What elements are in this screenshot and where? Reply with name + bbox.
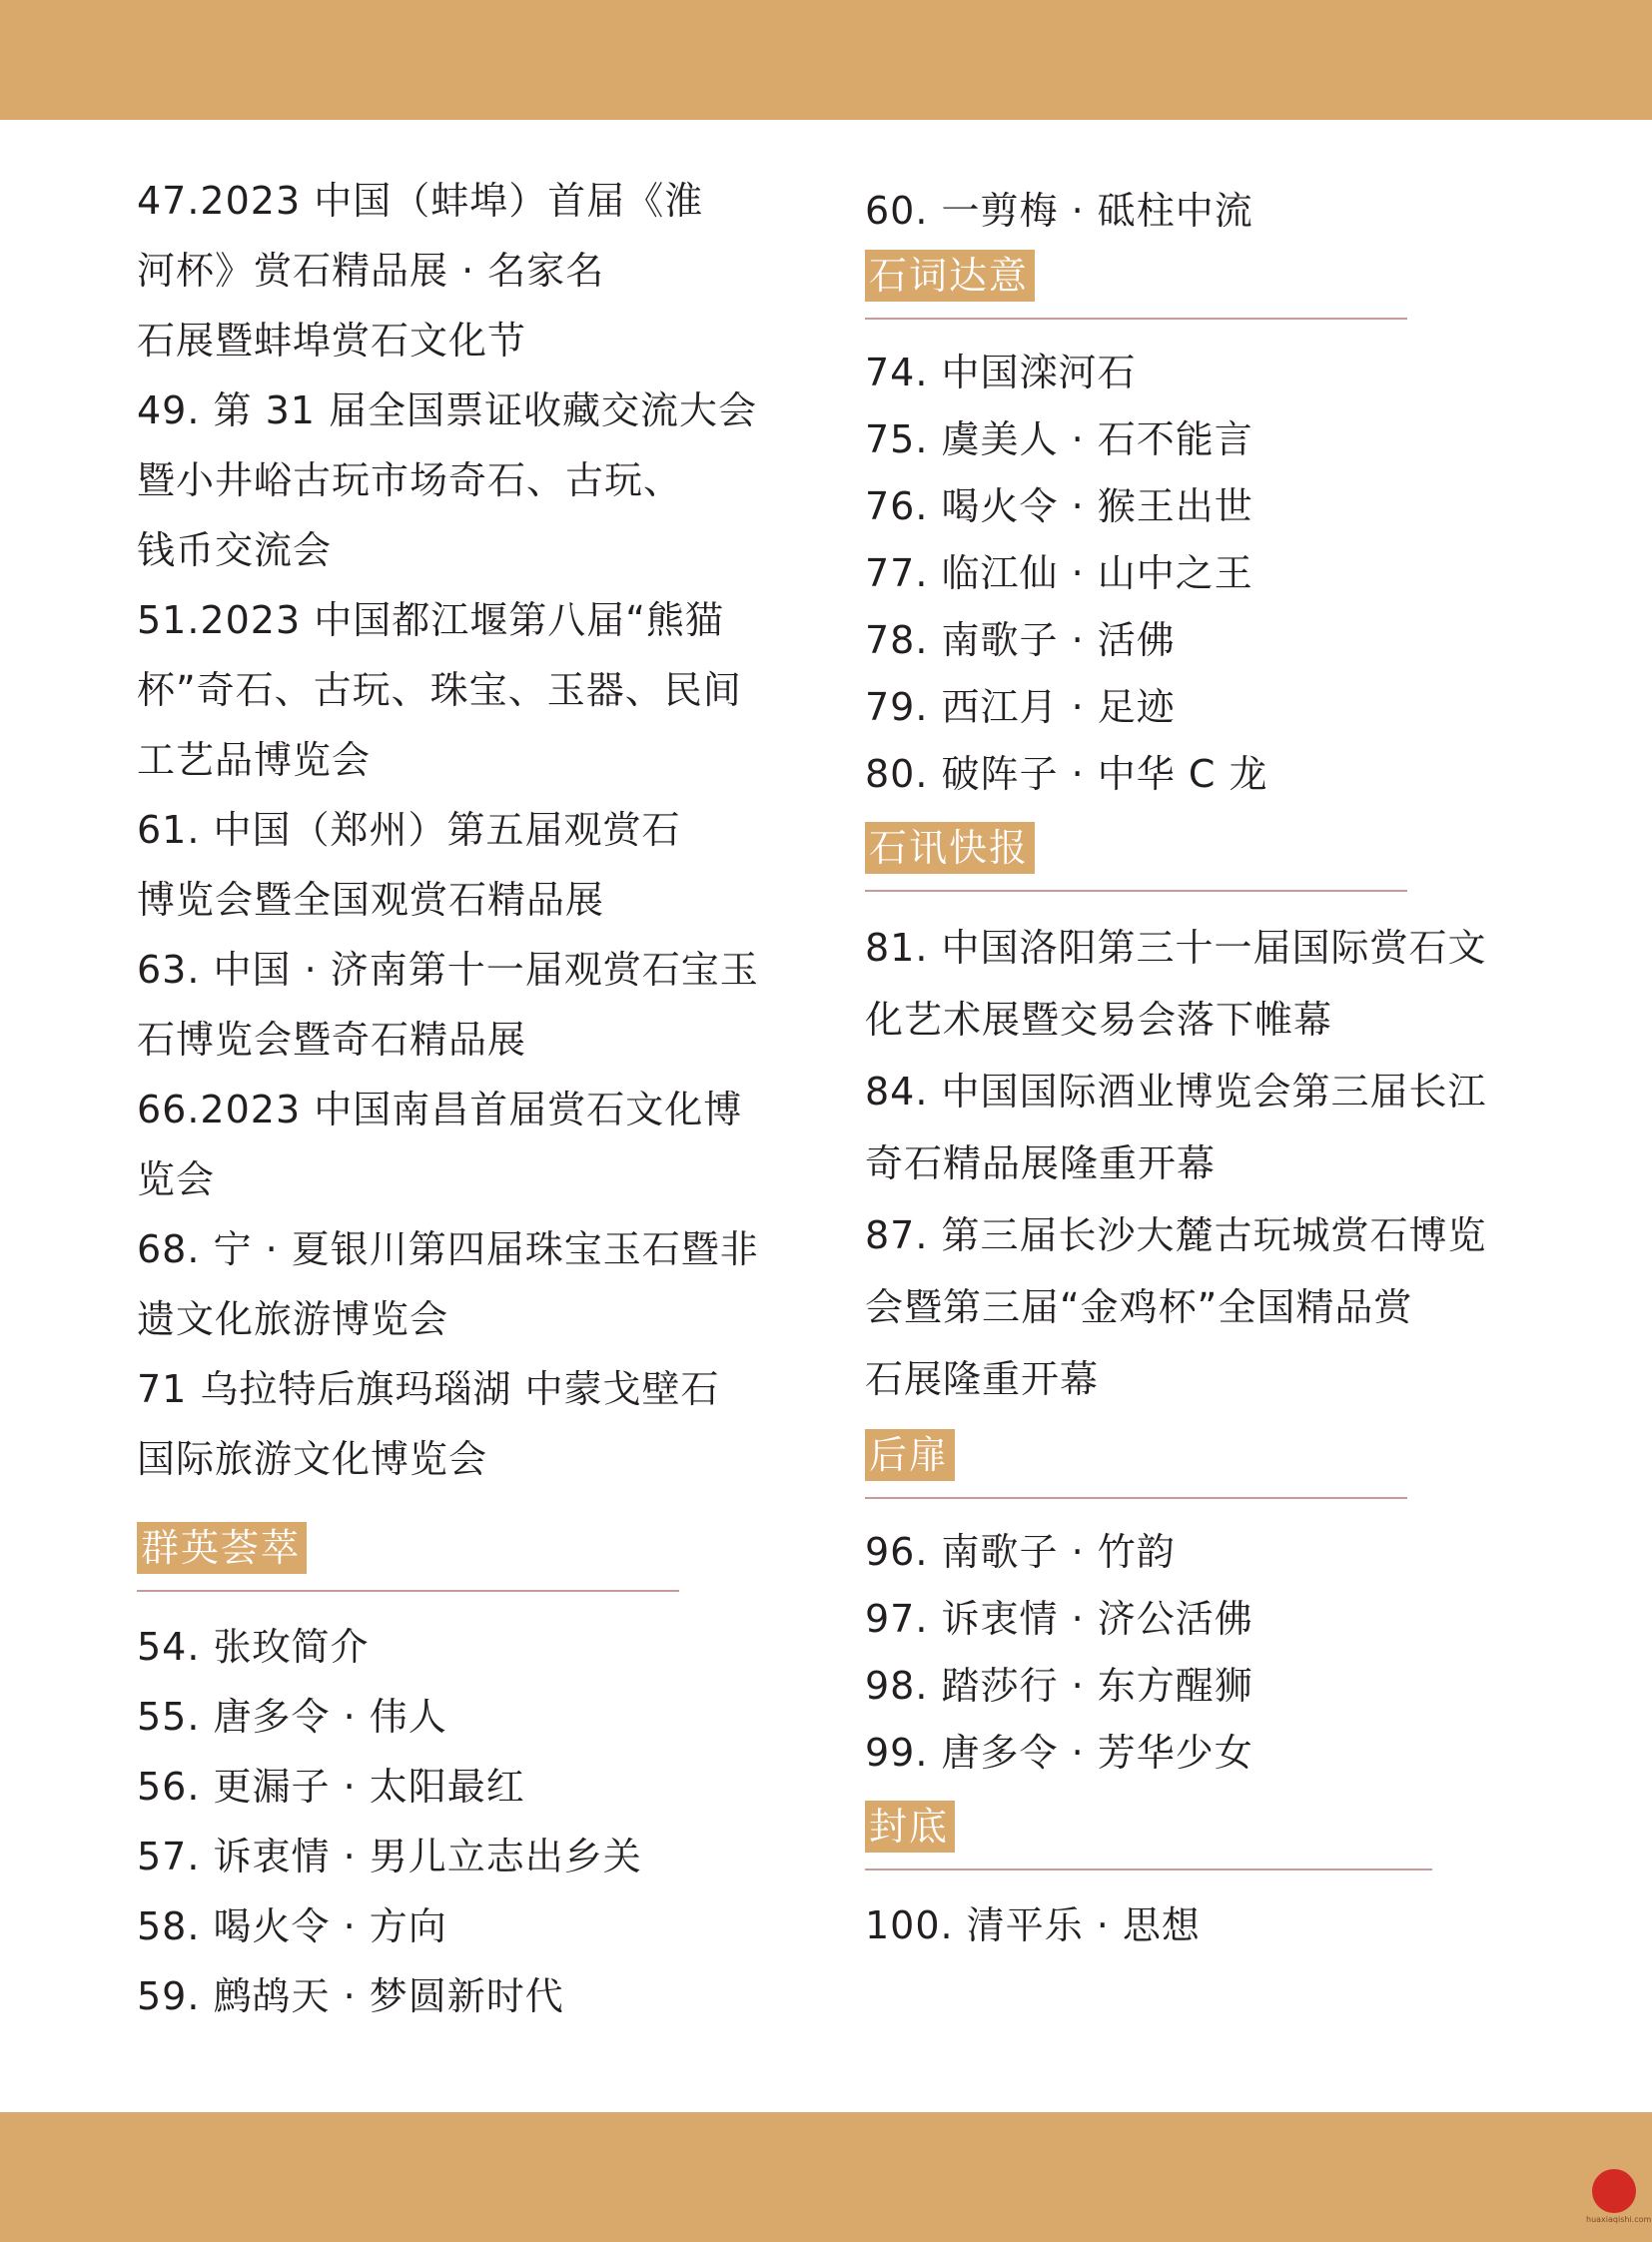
section-shici-header xyxy=(865,250,1514,322)
toc-line: 97. 诉衷情 · 济公活佛 xyxy=(865,1597,1253,1641)
toc-line: 47.2023 中国（蚌埠）首届《淮 xyxy=(137,179,704,223)
toc-line: 76. 喝火令 · 猴王出世 xyxy=(865,484,1253,528)
toc-line: 遗文化旅游博览会 xyxy=(137,1297,449,1341)
logo-seal-icon xyxy=(1592,2169,1636,2213)
toc-line: 68. 宁 · 夏银川第四届珠宝玉石暨非 xyxy=(137,1227,759,1271)
section-houfei-header xyxy=(865,1429,1514,1501)
toc-line: 49. 第 31 届全国票证收藏交流大会 xyxy=(137,388,758,432)
toc-line: 54. 张玫简介 xyxy=(137,1625,370,1669)
toc-line: 石展暨蚌埠赏石文化节 xyxy=(137,319,527,363)
toc-line: 奇石精品展隆重开幕 xyxy=(865,1141,1217,1185)
toc-line: 87. 第三届长沙大麓古玩城赏石博览 xyxy=(865,1213,1487,1257)
toc-line: 74. 中国滦河石 xyxy=(865,351,1137,394)
toc-line: 59. 鹧鸪天 · 梦圆新时代 xyxy=(137,1974,564,2018)
toc-line: 博览会暨全国观赏石精品展 xyxy=(137,878,605,922)
toc-line: 化艺术展暨交易会落下帷幕 xyxy=(865,998,1333,1042)
toc-line: 工艺品博览会 xyxy=(137,738,372,782)
toc-line: 钱币交流会 xyxy=(137,528,333,572)
toc-line: 51.2023 中国都江堰第八届“熊猫 xyxy=(137,598,724,642)
section-title: 封底 xyxy=(865,1801,955,1853)
section-title: 后扉 xyxy=(865,1429,955,1481)
toc-line: 览会 xyxy=(137,1157,216,1201)
section-fengdi-header xyxy=(865,1801,1514,1872)
toc-line: 暨小井峪古玩市场奇石、古玩、 xyxy=(137,458,683,502)
toc-line: 71 乌拉特后旗玛瑙湖 中蒙戈壁石 xyxy=(137,1367,720,1411)
toc-line: 55. 唐多令 · 伟人 xyxy=(137,1695,447,1739)
section-title: 石讯快报 xyxy=(865,822,1035,874)
toc-line: 99. 唐多令 · 芳华少女 xyxy=(865,1731,1253,1775)
section-shixun-header xyxy=(865,822,1514,894)
section-qunying-header xyxy=(137,1522,796,1594)
right-column xyxy=(865,176,1514,1960)
toc-line: 60. 一剪梅 · 砥柱中流 xyxy=(865,189,1253,233)
toc-line: 96. 南歌子 · 竹韵 xyxy=(865,1530,1176,1574)
left-column xyxy=(137,166,796,2031)
toc-line: 会暨第三届“金鸡杯”全国精品赏 xyxy=(865,1285,1413,1329)
toc-line: 77. 临江仙 · 山中之王 xyxy=(865,551,1253,595)
toc-line: 78. 南歌子 · 活佛 xyxy=(865,618,1176,662)
toc-line: 98. 踏莎行 · 东方醒狮 xyxy=(865,1664,1253,1708)
section-divider xyxy=(865,890,1407,892)
toc-line: 石展隆重开幕 xyxy=(865,1357,1100,1401)
section-divider xyxy=(865,1497,1407,1499)
watermark-logo xyxy=(1586,2155,1652,2235)
toc-line: 66.2023 中国南昌首届赏石文化博 xyxy=(137,1088,743,1131)
toc-line: 84. 中国国际酒业博览会第三届长江 xyxy=(865,1070,1487,1114)
toc-line: 63. 中国 · 济南第十一届观赏石宝玉 xyxy=(137,948,759,992)
bottom-band xyxy=(0,2112,1652,2242)
section-divider xyxy=(865,1868,1432,1870)
toc-line: 57. 诉衷情 · 男儿立志出乡关 xyxy=(137,1835,642,1878)
toc-line: 80. 破阵子 · 中华 C 龙 xyxy=(865,752,1268,796)
toc-line: 75. 虞美人 · 石不能言 xyxy=(865,417,1253,461)
toc-line: 61. 中国（郑州）第五届观赏石 xyxy=(137,808,681,852)
toc-line: 56. 更漏子 · 太阳最红 xyxy=(137,1765,525,1809)
section-title: 石词达意 xyxy=(865,250,1035,302)
logo-site-text: huaxiaqishi.com xyxy=(1586,2215,1652,2224)
toc-line: 81. 中国洛阳第三十一届国际赏石文 xyxy=(865,926,1487,970)
toc-line: 79. 西江月 · 足迹 xyxy=(865,685,1176,729)
toc-line: 河杯》赏石精品展 · 名家名 xyxy=(137,249,605,293)
toc-line: 杯”奇石、古玩、珠宝、玉器、民间 xyxy=(137,668,742,712)
section-divider xyxy=(865,318,1407,320)
toc-line: 100. 清平乐 · 思想 xyxy=(865,1903,1201,1947)
toc-line: 58. 喝火令 · 方向 xyxy=(137,1904,447,1948)
top-band xyxy=(0,0,1652,120)
toc-line: 石博览会暨奇石精品展 xyxy=(137,1018,527,1062)
toc-line: 国际旅游文化博览会 xyxy=(137,1437,488,1481)
section-divider xyxy=(137,1590,679,1592)
section-title: 群英荟萃 xyxy=(137,1522,307,1574)
